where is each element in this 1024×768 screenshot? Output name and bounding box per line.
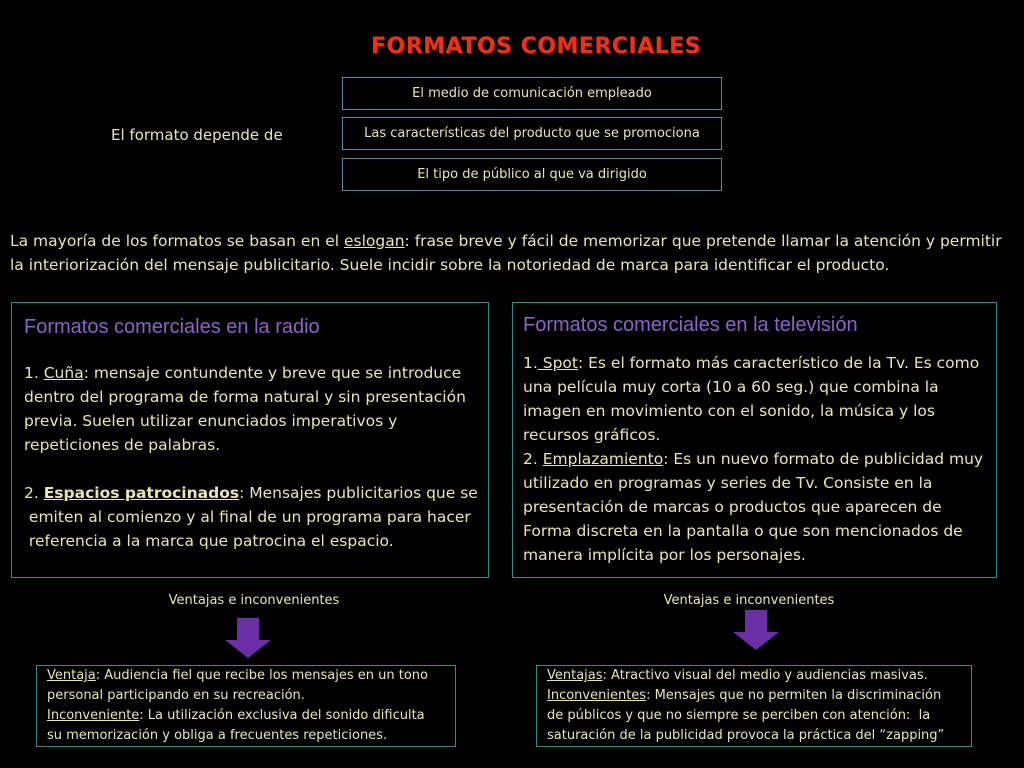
depende-option-producto: Las características del producto que se promociona (342, 117, 722, 150)
radio-ventaja (47, 666, 445, 686)
radio-ventaja-line1: : Audiencia fiel que recibe los mensajes en un tono (95, 668, 428, 683)
tv-inconveniente-term: Inconvenientes (547, 688, 647, 703)
cuna-term: Cuña (43, 364, 84, 382)
radio-ventaja-line2: personal participando en su recreación. (47, 688, 305, 703)
tv-panel (512, 302, 997, 578)
tv-inconveniente (547, 686, 961, 706)
radio-ventaja-term: Ventaja (47, 668, 96, 683)
tv-item-spot-num: 1. (523, 354, 538, 372)
radio-item-espacios-line2: emiten al comienzo y al final de un programa para hacer (24, 508, 471, 526)
espacios-term: Espacios patrocinados (43, 484, 240, 502)
radio-item-espacios-line1: : Mensajes publicitarios que se (239, 484, 478, 502)
depende-option-medio: El medio de comunicación empleado (342, 77, 722, 110)
radio-panel-title: Formatos comerciales en la radio (24, 316, 320, 338)
down-arrow-icon (733, 610, 779, 650)
spot-term: Spot (537, 354, 578, 372)
tv-item-emplazamiento (523, 447, 986, 567)
tv-item-emplazamiento-text: : Es un nuevo formato de publicidad muy utilizado en programas y series de Tv. Consiste en la presentación de marcas o productos que aparecen de Forma discreta en la pantalla o que son mencionados de manera implícita por los personajes. (523, 450, 984, 564)
radio-item-cuna (24, 361, 488, 457)
radio-ventajas-label: Ventajas e inconvenientes (168, 593, 340, 608)
depende-label: El formato depende de (111, 126, 283, 144)
radio-item-cuna-text: : mensaje contundente y breve que se introduce dentro del programa de forma natural y sin presentación previa. Suelen utilizar enunciados imperativos y repeticiones de palabras. (24, 364, 466, 454)
tv-ventaja (547, 666, 961, 686)
tv-inconveniente-line2: de públicos y que no siempre se perciben con atención: la (547, 708, 931, 723)
intro-paragraph (10, 229, 1018, 277)
tv-panel-title: Formatos comerciales en la televisión (523, 314, 858, 336)
down-arrow-icon (225, 618, 271, 658)
page-title: FORMATOS COMERCIALES (370, 34, 702, 59)
tv-item-spot (523, 351, 986, 447)
emplazamiento-term: Emplazamiento (542, 450, 664, 468)
radio-panel (11, 302, 489, 578)
radio-pros-cons (36, 665, 456, 747)
depende-option-publico: El tipo de público al que va dirigido (342, 158, 722, 191)
radio-inconveniente-line2: su memorización y obliga a frecuentes repeticiones. (47, 728, 388, 743)
radio-inconveniente-line1: : La utilización exclusiva del sonido dificulta (139, 708, 425, 723)
tv-ventaja-term: Ventajas (547, 668, 603, 683)
tv-pros-cons (536, 665, 972, 747)
tv-ventajas-label: Ventajas e inconvenientes (663, 593, 835, 608)
intro-text-1: La mayoría de los formatos se basan en el (10, 232, 344, 250)
intro-text-2: : frase breve y fácil de memorizar que pretende llamar la atención y permitir la interiorización del mensaje publicitario. Suele incidir sobre la notoriedad de marca para identificar el producto. (10, 232, 1002, 274)
radio-item-espacios-line3: referencia a la marca que patrocina el espacio. (24, 532, 394, 550)
tv-ventaja-line1: : Atractivo visual del medio y audiencias masivas. (602, 668, 928, 683)
eslogan-term: eslogan (343, 232, 405, 250)
radio-item-espacios-num: 2. (24, 484, 44, 502)
tv-inconveniente-line3: saturación de la publicidad provoca la práctica del “zapping” (547, 728, 945, 743)
radio-inconveniente (47, 706, 445, 726)
radio-item-espacios (24, 481, 488, 553)
tv-inconveniente-line1: : Mensajes que no permiten la discriminación (646, 688, 942, 703)
tv-item-spot-text: : Es el formato más característico de la Tv. Es como una película muy corta (10 a 60 seg.) que combina la imagen en movimiento con el sonido, la música y los recursos gráficos. (523, 354, 980, 444)
tv-item-emplazamiento-num: 2. (523, 450, 543, 468)
radio-inconveniente-term: Inconveniente (47, 708, 140, 723)
radio-item-cuna-num: 1. (24, 364, 44, 382)
